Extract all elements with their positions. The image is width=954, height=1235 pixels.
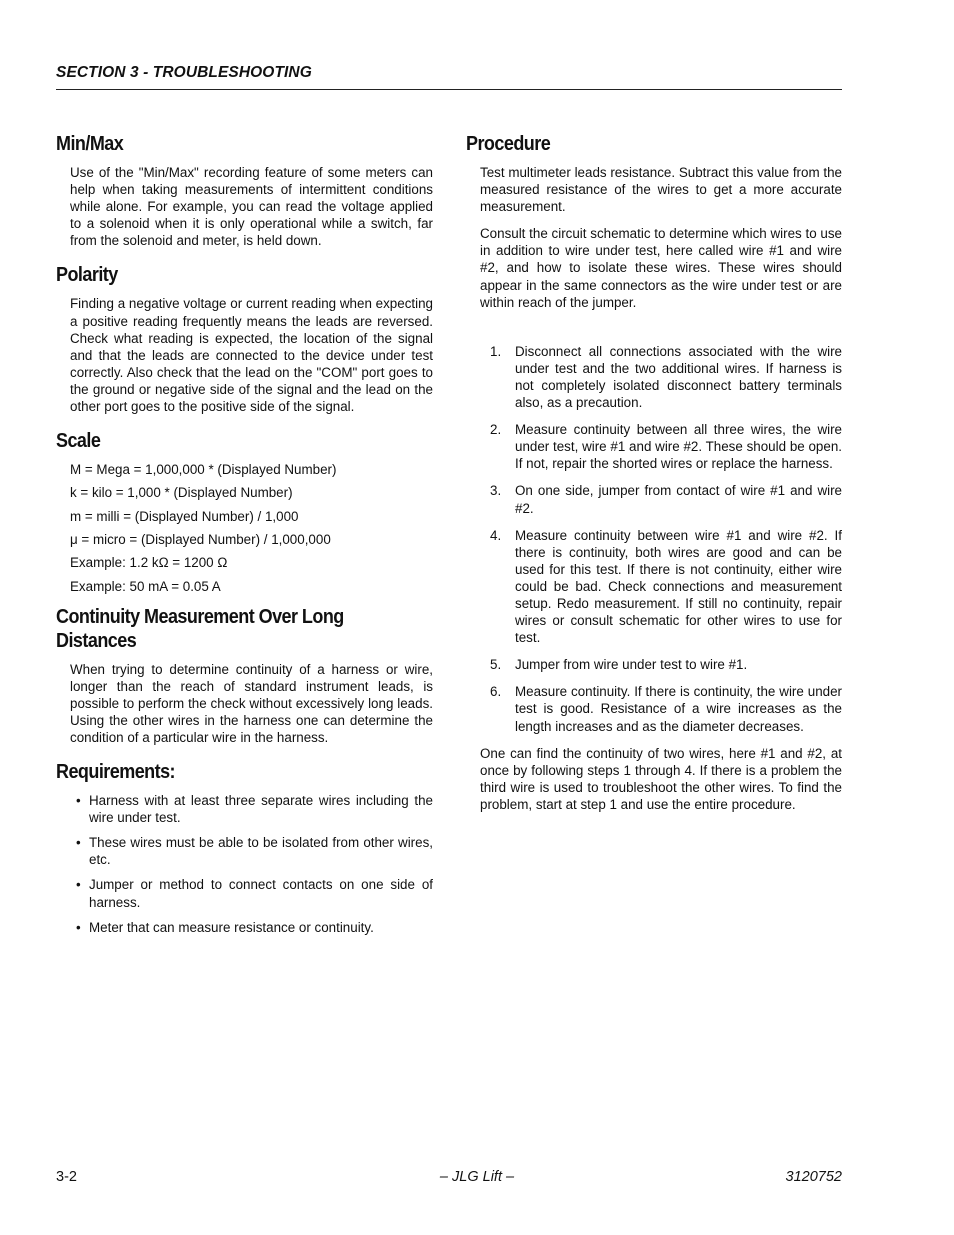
footer-brand: – JLG Lift – [439,1169,515,1185]
requirements-section [56,760,433,936]
polarity-section [56,263,433,415]
polarity-body: Finding a negative voltage or current reading when expecting a positive reading frequently means the leads are reversed. Check what reading is expected, the location of the signal and that the leads are connected to the device under test correctly. Also check that the lead on the "COM" port goes to the ground or negative side of the signal and the lead on the other port goes to the positive side of the signal. [70,296,433,415]
procedure-outro: One can find the continuity of two wires, here #1 and #2, at once by following steps 1 through 4. If there is a problem the third wire is used to troubleshoot the other wires. To find the problem, start at step 1 and use the entire procedure. [480,745,842,812]
page-number: 3-2 [56,1169,77,1185]
step-number: 4. [490,527,502,543]
scale-section [56,429,433,594]
procedure-heading: Procedure [466,133,551,155]
right-column [466,132,842,813]
procedure-step [490,421,842,472]
polarity-heading: Polarity [56,264,118,287]
section-header: SECTION 3 - TROUBLESHOOTING [56,64,312,81]
continuity-section [56,605,433,746]
step-text: On one side, jumper from contact of wire #1 and wire #2. [515,483,842,516]
requirements-heading: Requirements: [56,761,176,784]
list-item: • Meter that can measure resistance or continuity. [76,919,433,936]
minmax-body: Use of the "Min/Max" recording feature of some meters can help when taking measurements of intermittent conditions while alone. For example, you can read the voltage applied to a solenoid when it is only operational while a switch, far from the solenoid and meter, is held down. [70,165,433,249]
procedure-intro-1: Test multimeter leads resistance. Subtract this value from the measured resistance of the wires to get a more accurate measurement. [480,165,842,215]
step-text: Measure continuity between all three wires, the wire under test, wire #1 and wire #2. These should be open. If not, repair the shorted wires or replace the harness. [515,422,842,472]
procedure-intro-2: Consult the circuit schematic to determine which wires to use in addition to wire under test, here called wire #1 and wire #2, and how to isolate these wires. These wires should appear in the same connectors as the wire under test or are within reach of the jumper. [480,226,842,310]
list-item: • These wires must be able to be isolated from other wires, etc. [76,834,433,868]
step-text: Jumper from wire under test to wire #1. [515,657,748,673]
step-text: Measure continuity. If there is continuity, the wire under test is good. Resistance of a wire increases as the length increases and as the diameter decreases. [515,684,842,734]
continuity-body: When trying to determine continuity of a harness or wire, longer than the reach of standard instrument leads, is possible to perform the check without excessively long leads. Using the other wires in the harness one can determine the condition of a particular wire in the harness. [70,661,433,745]
procedure-step [490,527,842,647]
procedure-step [490,683,842,734]
procedure-step [490,482,842,516]
continuity-heading-line2: Distances [56,629,137,652]
left-column [56,132,433,946]
step-text: Measure continuity between wire #1 and wire #2. If there is continuity, both wires are good and can be used for this test. If there is not continuity, either wire could be bad. Check connections and measurement setup. Redo measurement. If still no continuity, repair wires or consult schematic for other wires to use for test. [515,527,842,646]
scale-mega: M = Mega = 1,000,000 * (Displayed Number) [70,462,337,478]
step-text: Disconnect all connections associated with the wire under test and the two additional wires. If harness is not completely isolated disconnect battery terminals also, as a precaution. [515,343,842,411]
step-number: 1. [490,343,502,359]
step-number: 5. [490,657,502,673]
minmax-heading: Min/Max [56,133,124,155]
scale-micro: μ = micro = (Displayed Number) / 1,000,000 [70,532,331,548]
scale-milli: m = milli = (Displayed Number) / 1,000 [70,508,299,524]
scale-kilo: k = kilo = 1,000 * (Displayed Number) [70,485,293,501]
step-number: 3. [490,483,502,499]
scale-example-amps: Example: 50 mA = 0.05 A [70,578,221,594]
scale-heading: Scale [56,430,101,453]
minmax-section [56,132,433,249]
step-number: 6. [490,684,502,700]
step-number: 2. [490,422,502,438]
procedure-step [490,656,842,673]
document-number: 3120752 [785,1169,842,1185]
list-item: • Harness with at least three separate wires including the wire under test. [76,792,433,826]
procedure-steps [466,343,842,735]
scale-example-ohms: Example: 1.2 kΩ = 1200 Ω [70,555,228,571]
header-divider [56,89,842,90]
procedure-step [490,343,842,411]
continuity-heading-line1: Continuity Measurement Over Long [56,605,344,628]
requirements-list [56,792,433,936]
list-item: • Jumper or method to connect contacts on one side of harness. [76,876,433,910]
